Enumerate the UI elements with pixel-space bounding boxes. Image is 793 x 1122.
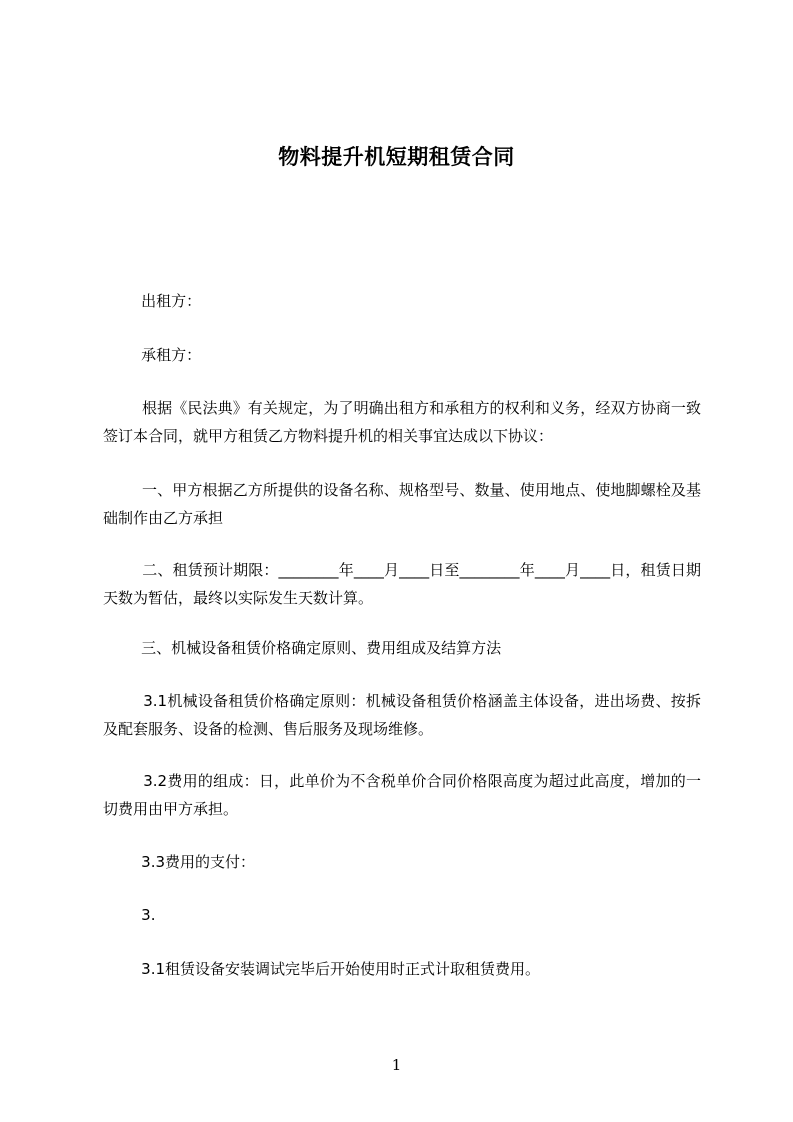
clause-3-blank: 3. [103, 906, 156, 924]
clause-3-heading: 三、机械设备租赁价格确定原则、费用组成及结算方法 [103, 639, 502, 657]
lessee-label: 承租方： [103, 346, 202, 364]
lessor-label: 出租方： [103, 292, 202, 310]
clause-3-1b: 3.1租赁设备安装调试完毕后开始使用时正式计取租赁费用。 [103, 960, 541, 978]
clause-3-2: 3.2费用的组成：日，此单价为不含税单价合同价格限高度为超过此高度，增加的一切费用由甲方承担。 [103, 772, 702, 818]
page-number: 1 [391, 1056, 402, 1074]
clause-3-3: 3.3费用的支付： [103, 853, 256, 871]
clause-2: 二、租赁预计期限：________年____月____日至________年____月____日，租赁日期天数为暂估，最终以实际发生天数计算。 [103, 561, 701, 607]
document-title: 物料提升机短期租赁合同 [278, 145, 515, 169]
clause-1: 一、甲方根据乙方所提供的设备名称、规格型号、数量、使用地点、使地脚螺栓及基础制作由乙方承担 [103, 481, 701, 527]
clause-3-1: 3.1机械设备租赁价格确定原则：机械设备租赁价格涵盖主体设备，进出场费、按拆及配套服务、设备的检测、售后服务及现场维修。 [103, 692, 702, 738]
intro-paragraph: 根据《民法典》有关规定，为了明确出租方和承租方的权利和义务，经双方协商一致签订本合同，就甲方租赁乙方物料提升机的相关事宜达成以下协议： [103, 399, 701, 445]
